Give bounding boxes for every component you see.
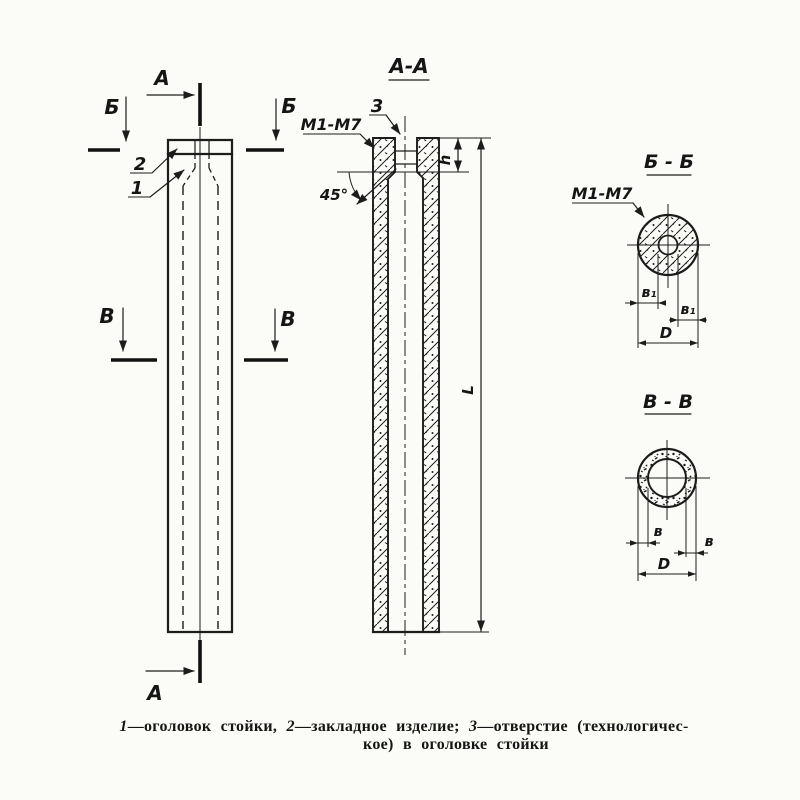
caption-text-3: —отверстие (технологичес- [477, 718, 689, 735]
section-b-b-title: Б - Б [643, 151, 695, 173]
caption-text-2: —закладное изделие; [294, 718, 470, 735]
dim-b-right-label: в [704, 534, 714, 550]
section-marker-b-right [246, 94, 297, 150]
angle-45-label: 45° [319, 186, 349, 204]
dim-d-vv [638, 555, 696, 577]
front-view [88, 66, 297, 705]
dim-d-vv-label: D [657, 555, 671, 573]
dim-l-label: L [459, 385, 477, 395]
caption-text-1: —оголовок стойки, [127, 718, 287, 735]
section-marker-b-left [88, 95, 126, 150]
dim-h-label: h [436, 154, 454, 166]
dim-b1-left-label: в₁ [641, 285, 657, 301]
section-a-a [301, 54, 491, 655]
dim-b1-right-label: в₁ [680, 302, 696, 318]
dim-b-left [626, 524, 663, 546]
section-marker-a-top [147, 66, 200, 126]
dim-l [459, 139, 481, 631]
marker-v-right-label: В [280, 307, 296, 331]
section-v-v-title: В - В [642, 391, 694, 413]
section-marker-a-bottom [145, 640, 200, 705]
dim-d-bb-label: D [659, 324, 673, 342]
marker-a-top-label: А [154, 66, 170, 90]
callout-2-label: 2 [133, 154, 147, 175]
caption-num-1: 1 [119, 718, 128, 735]
marker-b-right-label: Б [281, 94, 297, 118]
marker-v-left-label: В [99, 304, 115, 328]
insert-label-aa: М1-М7 [300, 115, 362, 134]
caption-num-2: 2 [286, 718, 295, 735]
section-marker-v-left [99, 304, 157, 360]
caption [119, 718, 688, 753]
dim-b1-left [625, 285, 666, 306]
insert-callout-bb [572, 184, 644, 217]
dim-d-bb [638, 324, 698, 346]
left-wall-section [373, 138, 395, 632]
dim-b1-right [669, 302, 707, 323]
section-v-v [625, 391, 714, 581]
caption-num-3: 3 [469, 718, 478, 735]
marker-b-left-label: Б [104, 95, 120, 119]
caption-line-2: кое) в оголовке стойки [363, 736, 549, 753]
marker-a-bottom-label: А [147, 681, 163, 705]
caption-line-1 [119, 718, 688, 735]
callout-1-label: 1 [130, 178, 144, 199]
right-wall-section [417, 138, 439, 632]
insert-callout-aa [301, 115, 374, 148]
dim-b-right [674, 534, 714, 556]
section-marker-v-right [244, 307, 296, 360]
hole-callout [369, 96, 400, 134]
section-b-b [572, 151, 710, 348]
insert-label-bb: М1-М7 [571, 184, 633, 203]
callout-3-label: 3 [370, 96, 384, 117]
dim-b-left-label: в [653, 524, 663, 540]
section-a-a-title: А-А [389, 54, 429, 78]
